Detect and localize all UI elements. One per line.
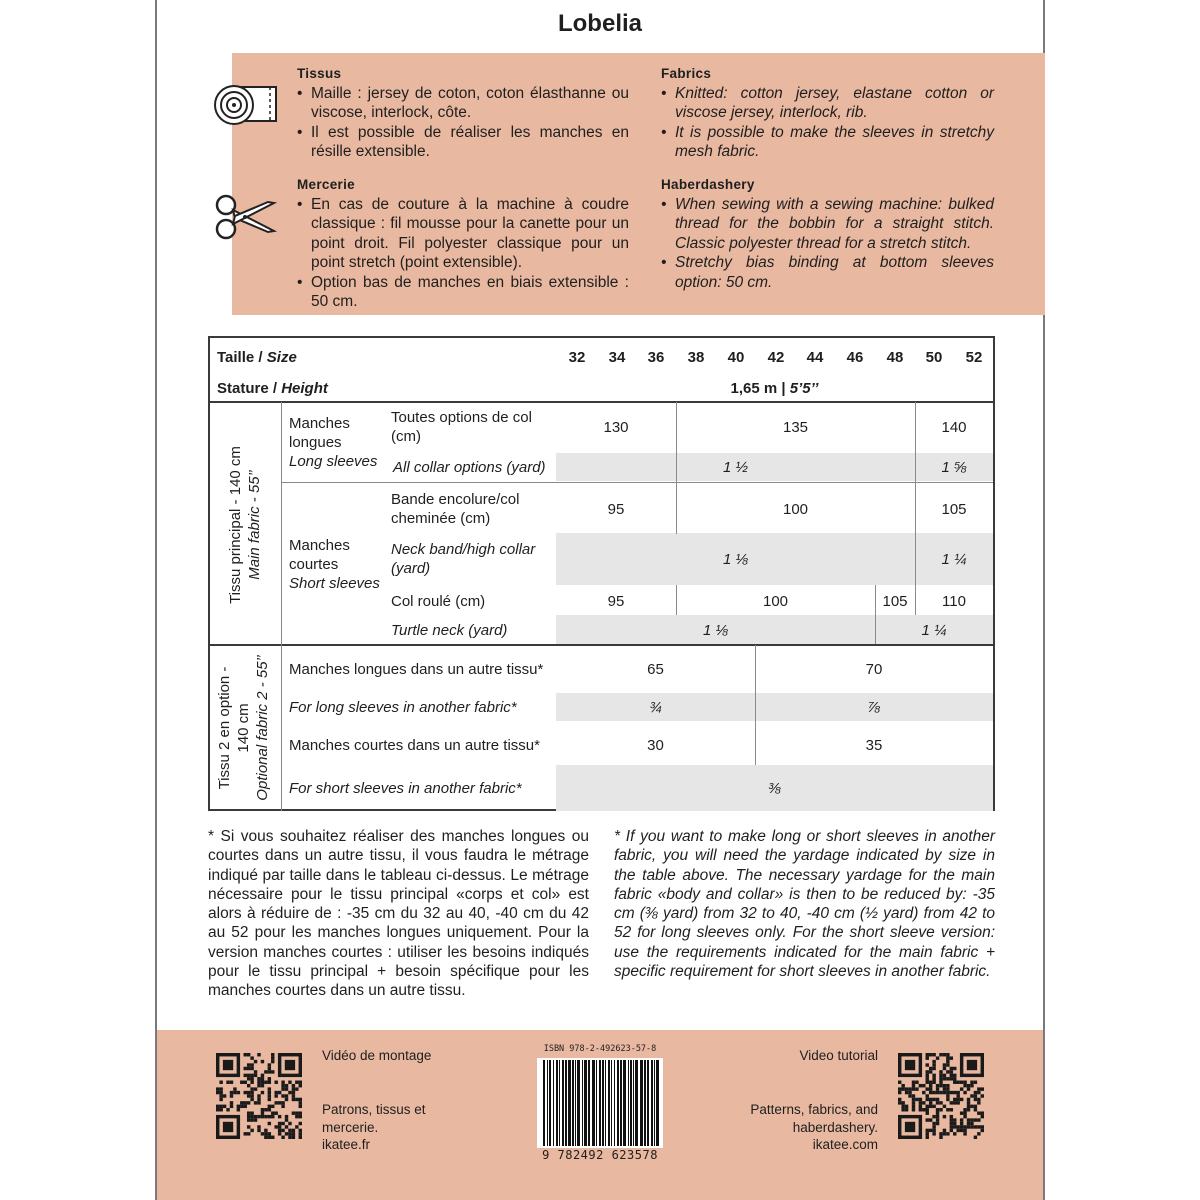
supplies-panel [232, 53, 1045, 315]
size-value: 34 [608, 348, 626, 366]
turtle-yard-value: 1 ⅛ [702, 621, 729, 639]
turtle-yard-value: 1 ¼ [921, 621, 947, 639]
neckband-cm-label: Bande encolure/col cheminée (cm) [391, 491, 520, 527]
turtle-cm-value: 95 [607, 592, 625, 610]
long-other-cm-value: 70 [865, 660, 883, 678]
site-en-link[interactable]: ikatee.com [812, 1137, 878, 1152]
fabrics-fr [297, 64, 629, 162]
turtle-cm-value: 105 [882, 592, 908, 610]
footer-panel [157, 1030, 1043, 1200]
haberdashery-en-item: • When sewing with a sewing machine: bulked thread for the bobbin for a straight stitch. Classic polyester thread for a stretch stitch. [661, 195, 994, 254]
short-other-yard-value: ⅜ [768, 779, 781, 797]
pattern-back-cover [155, 0, 1045, 1200]
fabrics-fr-item: • Maille : jersey de coton, coton élasthanne ou viscose, interlock, côte. [297, 84, 629, 123]
fabrics-en-item: • Knitted: cotton jersey, elastane cotton or viscose jersey, interlock, rib. [661, 84, 994, 123]
height-label: Stature / Height [217, 379, 328, 397]
size-value: 32 [568, 348, 586, 366]
short-other-cm-value: 30 [647, 736, 664, 754]
haberdashery-fr-heading: Mercerie [297, 177, 355, 192]
turtle-cm-label: Col roulé (cm) [391, 592, 486, 610]
barcode-icon [537, 1058, 663, 1148]
long-sleeves-label: Manches longues Long sleeves [289, 415, 378, 470]
turtle-cm-value: 100 [762, 592, 789, 610]
size-value: 46 [846, 348, 864, 366]
haberdashery-en [661, 175, 994, 292]
size-value: 36 [647, 348, 665, 366]
scissors-icon [212, 191, 278, 243]
qr-code-icon [216, 1053, 302, 1139]
neckband-yard-value: 1 ¼ [941, 550, 967, 568]
size-value: 42 [767, 348, 785, 366]
optional-fabric-label: Tissu 2 en option - 140 cm Optional fabric 2 - 55’’ [216, 655, 271, 801]
short-other-yard-label: For short sleeves in another fabric* [289, 779, 522, 797]
shop-text-fr: Patrons, tissus et mercerie. ikatee.fr [322, 1102, 426, 1152]
long-other-yard-label: For long sleeves in another fabric* [289, 698, 517, 716]
short-sleeves-label: Manches courtes Short sleeves [289, 537, 380, 592]
all-collar-cm-label: Toutes options de col (cm) [391, 409, 532, 445]
haberdashery-en-heading: Haberdashery [661, 177, 755, 192]
height-value: 1,65 m | 5’5’’ [730, 379, 819, 397]
long-other-cm-label: Manches longues dans un autre tissu* [289, 660, 544, 678]
fabrics-en [661, 64, 994, 162]
long-other-yard-value: ¾ [649, 698, 662, 716]
qr-code-icon [898, 1053, 984, 1139]
yardage-table [208, 336, 995, 811]
video-label-en: Video tutorial [799, 1048, 878, 1063]
neckband-cm-value: 100 [782, 500, 809, 518]
turtle-yard-label: Turtle neck (yard) [391, 621, 508, 639]
size-value: 48 [886, 348, 904, 366]
long-other-yard-value: ⅞ [867, 698, 881, 716]
page-title: Lobelia [557, 10, 642, 37]
video-label-fr: Vidéo de montage [322, 1048, 432, 1063]
size-value: 38 [687, 348, 705, 366]
neckband-yard-label: Neck band/high collar (yard) [391, 541, 536, 577]
fabrics-en-heading: Fabrics [661, 66, 712, 81]
haberdashery-fr-item: • En cas de couture à la machine à coudre classique : fil mousse pour la canette pour un point droit. Fil polyester classique pour un point stretch (point extensible). [297, 195, 629, 273]
haberdashery-en-item: • Stretchy bias binding at bottom sleeves option: 50 cm. [661, 253, 994, 292]
long-other-cm-value: 65 [647, 660, 664, 678]
all-collar-yard-value: 1 ⅝ [941, 458, 967, 476]
all-collar-yard-value: 1 ½ [722, 458, 749, 476]
size-value: 44 [806, 348, 824, 366]
fabrics-fr-item: • Il est possible de réaliser les manches en résille extensible. [297, 123, 629, 162]
neckband-cm-value: 105 [941, 500, 967, 518]
turtle-cm-value: 110 [942, 592, 966, 610]
short-other-cm-value: 35 [865, 736, 883, 754]
fabric-roll-icon [212, 81, 280, 129]
haberdashery-fr [297, 175, 629, 312]
size-value: 40 [727, 348, 745, 366]
all-collar-yard-label: All collar options (yard) [393, 458, 546, 476]
all-collar-cm-value: 130 [603, 418, 629, 436]
fabrics-en-item: • It is possible to make the sleeves in stretchy mesh fabric. [661, 123, 994, 162]
short-other-cm-label: Manches courtes dans un autre tissu* [289, 736, 540, 754]
note-en: * If you want to make long or short sleeves in another fabric, you will need the yardage indicated by size in the table above. The necessary yardage for the main fabric «body and collar» is then to be reduced by: -35 cm (⅜ yard) from 32 to 40, -40 cm (½ yard) from 42 to 52 for long sleeves only. For the short sleeve version: use the requirements indicated for the main fabric + specific requirement for short sleeves in another fabric. [614, 828, 995, 981]
site-fr-link[interactable]: ikatee.fr [322, 1137, 371, 1152]
neckband-yard-value: 1 ⅛ [722, 550, 749, 568]
fabrics-fr-heading: Tissus [297, 66, 342, 81]
haberdashery-fr-item: • Option bas de manches en biais extensible : 50 cm. [297, 273, 629, 312]
shop-text-en: Patterns, fabrics, and haberdashery. ikatee.com [750, 1102, 878, 1152]
size-label: Taille / Size [217, 348, 297, 366]
barcode-digits: 9 782492 623578 [542, 1148, 658, 1162]
size-value: 52 [965, 348, 983, 366]
all-collar-cm-value: 135 [782, 418, 809, 436]
size-value: 50 [925, 348, 943, 366]
neckband-cm-value: 95 [607, 500, 625, 518]
main-fabric-label: Tissu principal - 140 cm Main fabric - 55’’ [227, 446, 263, 604]
note-fr: * Si vous souhaitez réaliser des manches longues ou courtes dans un autre tissu, il vous faudra le métrage indiqué par taille dans le tableau ci-dessus. Le métrage nécessaire pour le tissu principal «corps et col» est alors à réduire de : -35 cm du 32 au 40, -40 cm du 42 au 52 pour les manches longues uniquement. Pour la version manches courtes : utiliser les besoins indiqués pour le tissu principal + besoin spécifique pour les manches courtes dans un autre tissu. [208, 828, 589, 1000]
all-collar-cm-value: 140 [941, 418, 967, 436]
isbn-label: ISBN 978-2-492623-57-8 [543, 1044, 657, 1054]
